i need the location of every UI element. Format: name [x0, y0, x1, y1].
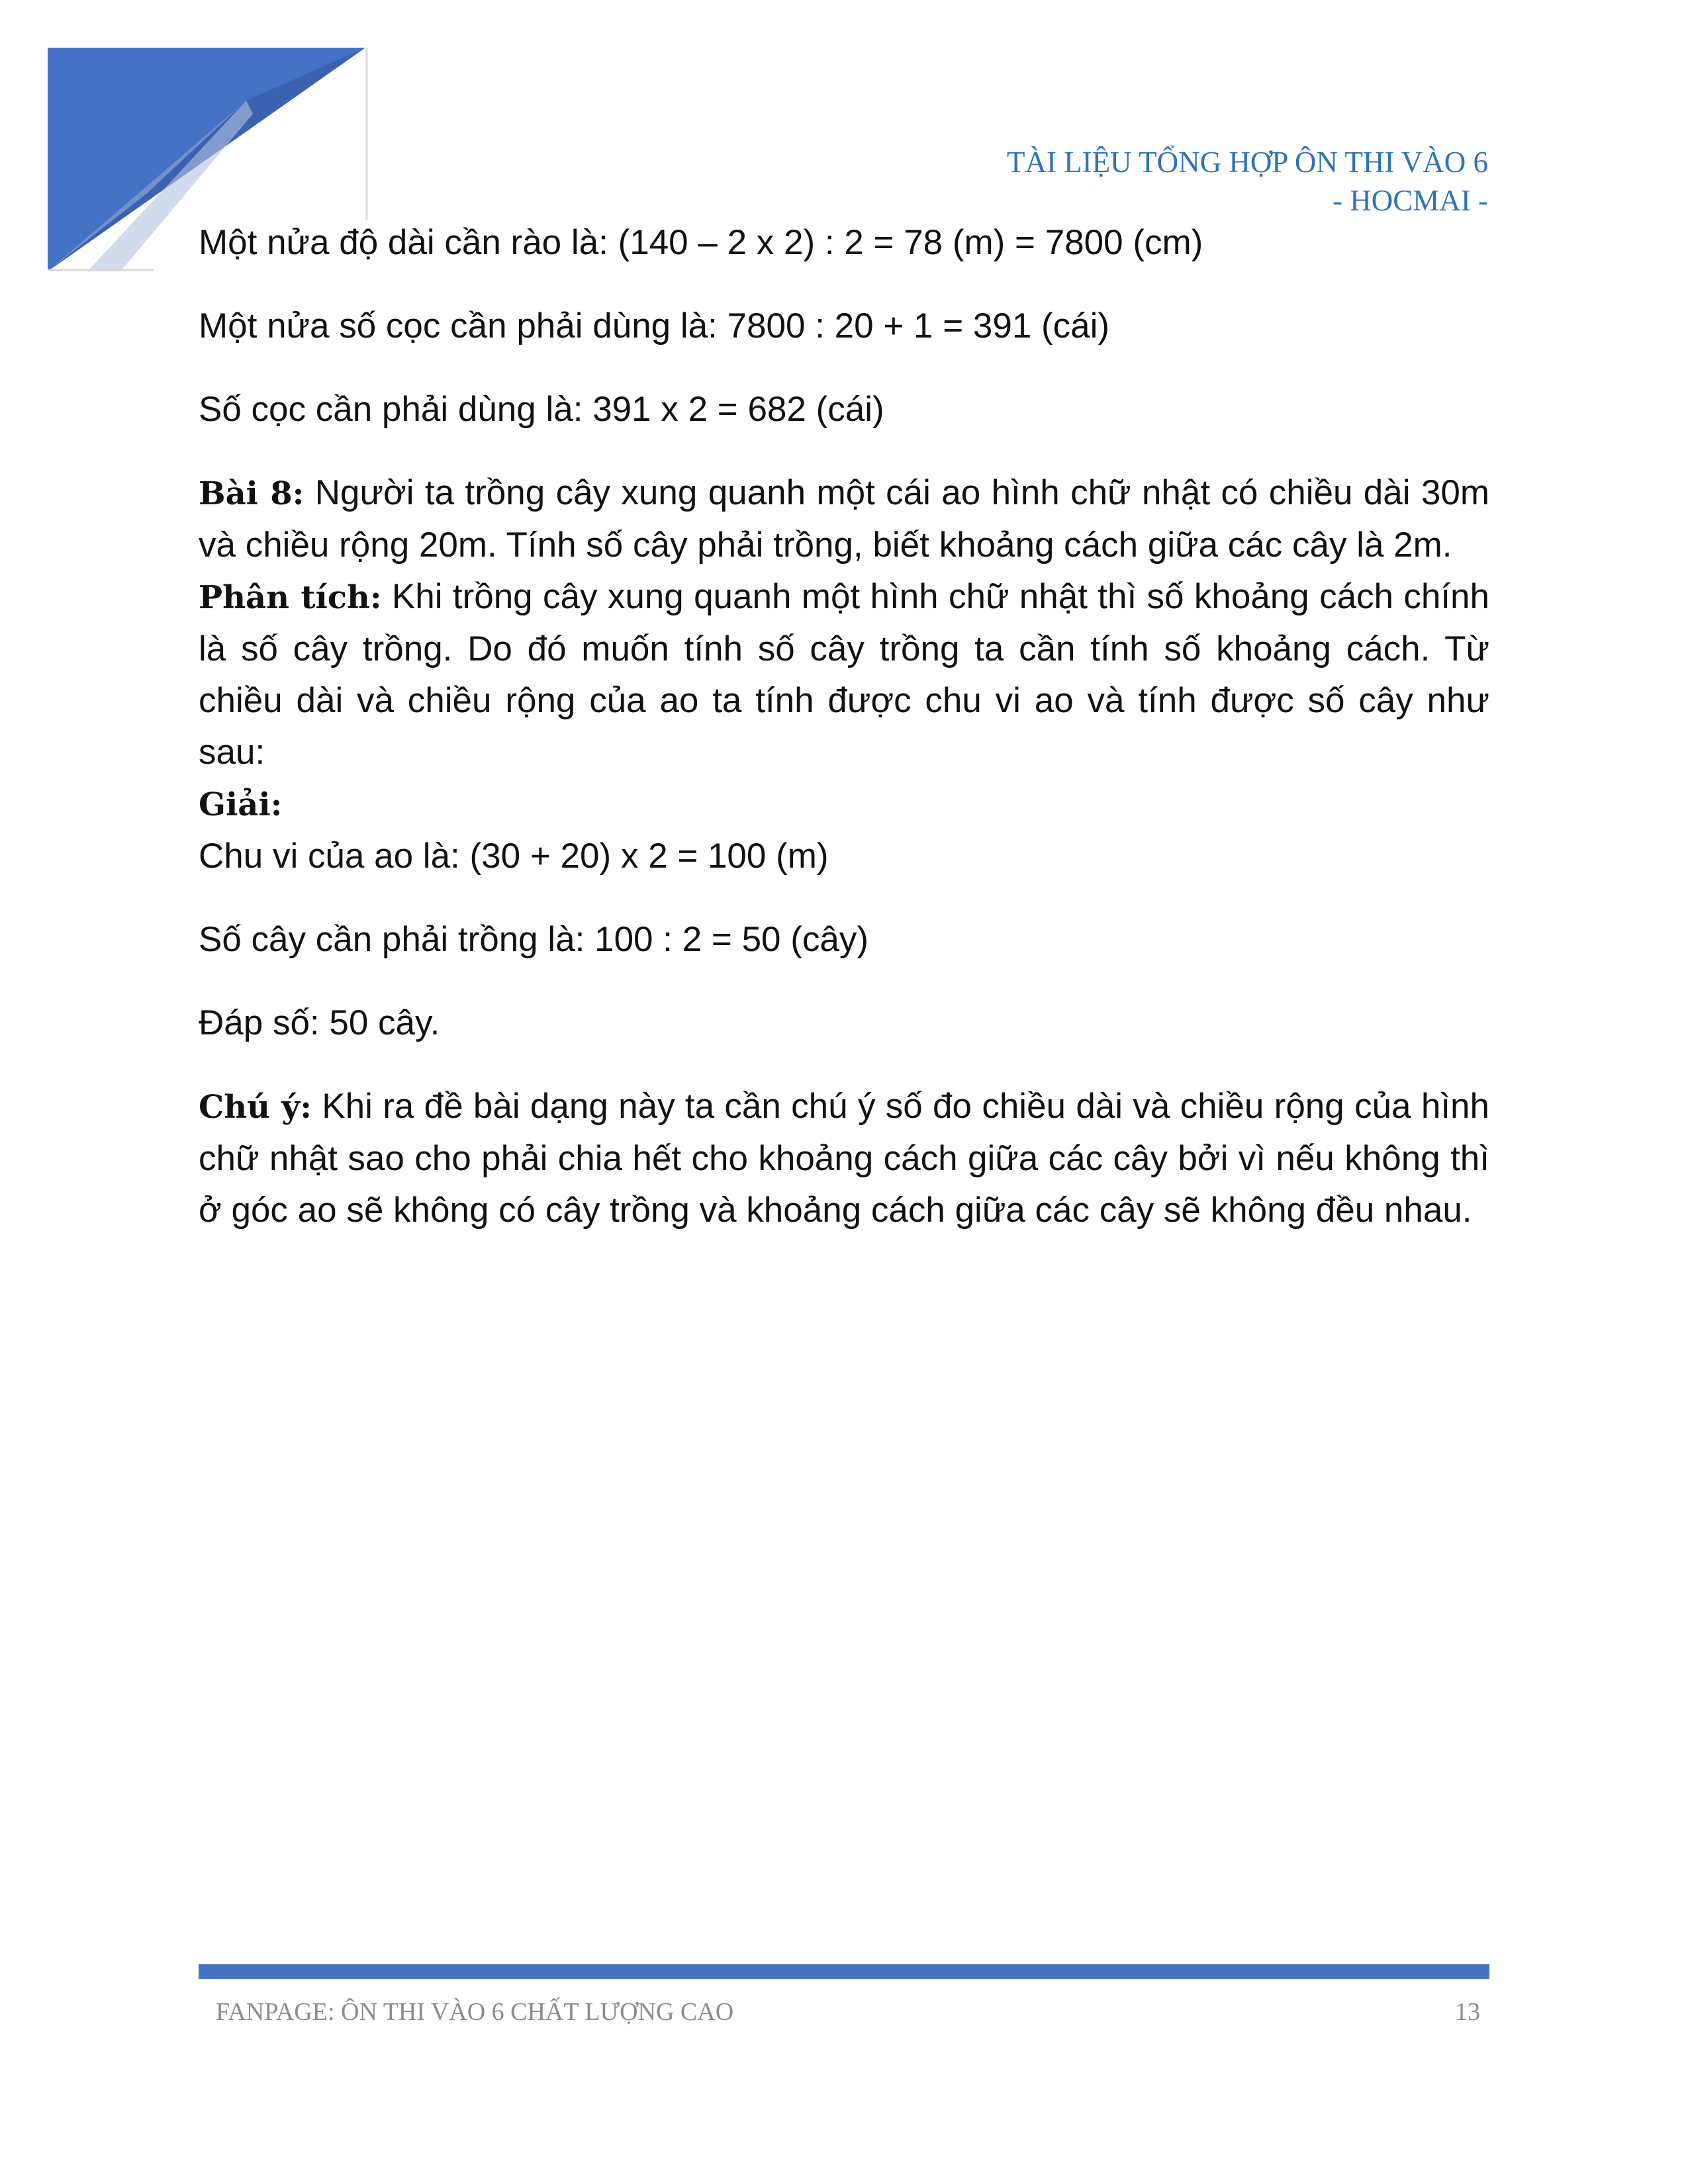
note: [199, 1081, 1489, 1236]
header-title: TÀI LIỆU TỔNG HỢP ÔN THI VÀO 6: [1006, 146, 1488, 179]
footer-divider: [199, 1964, 1489, 1979]
analysis: [199, 571, 1489, 778]
note-text: Khi ra đề bài dạng này ta cần chú ý số đo chiều dài và chiều rộng của hình chữ nhật sao cho phải chia hết cho khoảng cách giữa các cây bởi vì nếu không thì ở góc ao sẽ không có cây trồng và khoảng cách giữa các cây sẽ không đều nhau.: [199, 1087, 1489, 1230]
answer: Đáp số: 50 cây.: [199, 1003, 440, 1042]
calc-half-stakes: Một nửa số cọc cần phải dùng là: 7800 : 20 + 1 = 391 (cái): [199, 306, 1110, 345]
solution-label: Giải:: [199, 786, 283, 823]
footer-fanpage: FANPAGE: ÔN THI VÀO 6 CHẤT LƯỢNG CAO: [216, 1998, 734, 2026]
calc-perimeter: Chu vi của ao là: (30 + 20) x 2 = 100 (m): [199, 837, 829, 876]
problem-8-label: Bài 8:: [199, 475, 305, 512]
calc-tree-count: Số cây cần phải trồng là: 100 : 2 = 50 (cây): [199, 920, 869, 959]
problem-8: [199, 467, 1489, 571]
page-number: 13: [1455, 1998, 1480, 2026]
page-header: [1007, 143, 1488, 220]
analysis-label: Phân tích:: [199, 579, 382, 616]
note-label: Chú ý:: [199, 1089, 312, 1126]
document-body: [199, 217, 1489, 1236]
analysis-text: Khi trồng cây xung quanh một hình chữ nhật thì số khoảng cách chính là số cây trồng. Do đó muốn tính số cây trồng ta cần tính số khoảng cách. Từ chiều dài và chiều rộng của ao ta tính được chu vi ao và tính được số cây như sau:: [199, 577, 1490, 772]
header-subtitle: - HOCMAI -: [1333, 184, 1488, 217]
solution-heading: [199, 778, 1489, 831]
calc-half-fence-length: Một nửa độ dài cần rào là: (140 – 2 x 2) : 2 = 78 (m) = 7800 (cm): [199, 223, 1203, 262]
calc-total-stakes: Số cọc cần phải dùng là: 391 x 2 = 682 (cái): [199, 390, 884, 429]
problem-8-text: Người ta trồng cây xung quanh một cái ao hình chữ nhật có chiều dài 30m và chiều rộng 20m. Tính số cây phải trồng, biết khoảng cách giữa các cây là 2m.: [199, 473, 1489, 565]
